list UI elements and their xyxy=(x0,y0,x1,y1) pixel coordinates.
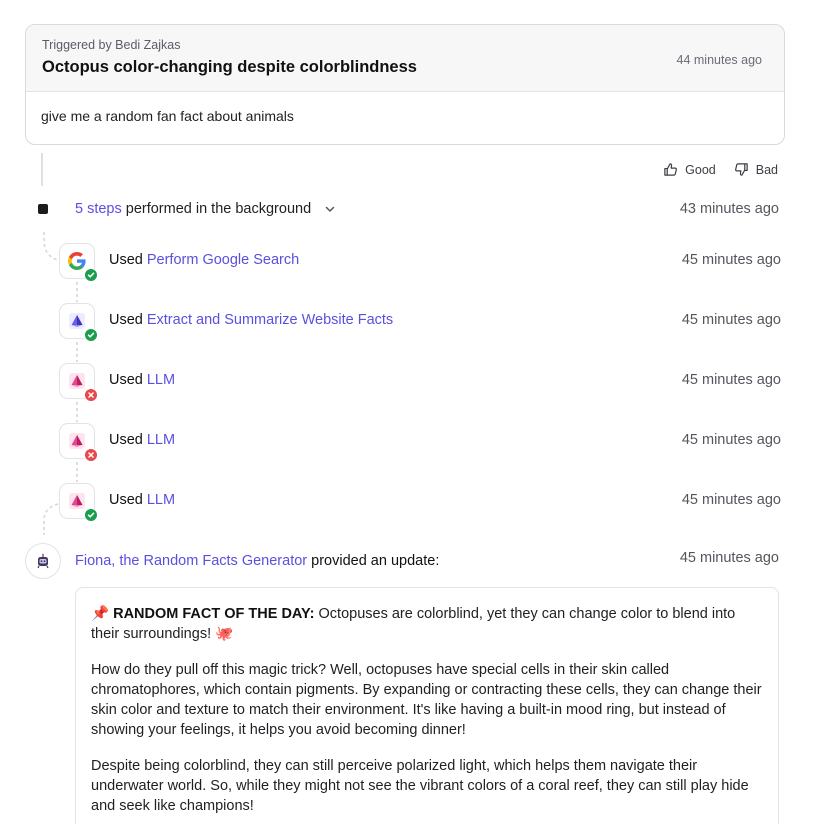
agent-name-link[interactable]: Fiona, the Random Facts Generator xyxy=(75,553,308,569)
task-time: 44 minutes ago xyxy=(676,53,762,67)
timeline-connector xyxy=(41,153,43,186)
step-tool-link[interactable]: LLM xyxy=(146,492,176,508)
step-item[interactable] xyxy=(0,303,824,343)
message-heading: RANDOM FACT OF THE DAY: xyxy=(113,606,315,622)
prism-icon xyxy=(68,312,86,330)
steps-summary xyxy=(0,199,824,221)
step-icon xyxy=(59,303,95,339)
success-status-icon xyxy=(84,268,98,282)
step-text xyxy=(109,312,393,328)
timeline-marker xyxy=(38,204,48,214)
step-icon xyxy=(59,363,95,399)
agent-message xyxy=(75,587,779,824)
task-title: Octopus color-changing despite colorblindness xyxy=(42,58,417,76)
task-card xyxy=(25,24,785,145)
task-card-header xyxy=(26,25,784,92)
step-time: 45 minutes ago xyxy=(681,372,781,388)
triggered-by: Triggered by Bedi Zajkas xyxy=(42,38,181,52)
agent-update xyxy=(0,543,824,583)
message-paragraph: Despite being colorblind, they can still perceive polarized light, which helps them navigate their underwater world. So, while they might not see the vibrant colors of a coral reef, they can still play hide and seek like champions! xyxy=(91,758,749,814)
step-item[interactable] xyxy=(0,243,824,283)
feedback-bar xyxy=(663,162,778,177)
task-prompt: give me a random fan fact about animals xyxy=(41,108,294,124)
step-time: 45 minutes ago xyxy=(681,432,781,448)
bad-button[interactable] xyxy=(734,162,778,177)
step-prefix: Used xyxy=(109,492,143,508)
message-paragraph: How do they pull off this magic trick? Well, octopuses have special cells in their skin called chromatophores, which contain pigments. By expanding or contracting these cells, they can change their skin color and texture to match their environment. It's like having a built-in mood ring, but instead of showing your feelings, it helps you avoid becoming dinner! xyxy=(91,662,762,738)
chevron-down-icon xyxy=(323,202,337,216)
step-prefix: Used xyxy=(109,252,143,268)
message-text: Octopuses are colorblind, yet they can change color to blend into their surroundings! 🐙 xyxy=(91,606,736,642)
step-icon xyxy=(59,423,95,459)
good-button[interactable] xyxy=(663,162,716,177)
step-item[interactable] xyxy=(0,423,824,463)
success-status-icon xyxy=(84,328,98,342)
step-text xyxy=(109,492,175,508)
message-paragraph xyxy=(91,604,763,644)
steps-toggle[interactable] xyxy=(75,201,337,217)
agent-update-text xyxy=(75,553,439,569)
step-prefix: Used xyxy=(109,432,143,448)
llm-icon xyxy=(68,372,86,390)
steps-summary-text: performed in the background xyxy=(125,201,312,217)
step-tool-link[interactable]: Perform Google Search xyxy=(146,252,300,268)
step-item[interactable] xyxy=(0,363,824,403)
step-text xyxy=(109,432,175,448)
google-icon xyxy=(68,252,86,270)
step-text xyxy=(109,372,175,388)
step-tool-link[interactable]: LLM xyxy=(146,432,176,448)
step-tool-link[interactable]: LLM xyxy=(146,372,176,388)
step-prefix: Used xyxy=(109,312,143,328)
error-status-icon xyxy=(84,388,98,402)
thumbs-up-icon xyxy=(663,162,678,177)
bad-label: Bad xyxy=(755,162,778,177)
step-time: 45 minutes ago xyxy=(681,312,781,328)
llm-icon xyxy=(68,492,86,510)
agent-update-time: 45 minutes ago xyxy=(679,550,779,566)
step-item[interactable] xyxy=(0,483,824,523)
llm-icon xyxy=(68,432,86,450)
good-label: Good xyxy=(685,162,716,177)
step-icon xyxy=(59,483,95,519)
agent-action: provided an update: xyxy=(311,553,440,569)
step-time: 45 minutes ago xyxy=(681,492,781,508)
steps-count-link[interactable]: 5 steps xyxy=(75,201,122,217)
step-text xyxy=(109,252,299,268)
success-status-icon xyxy=(84,508,98,522)
step-tool-link[interactable]: Extract and Summarize Website Facts xyxy=(146,312,394,328)
error-status-icon xyxy=(84,448,98,462)
robot-avatar-icon xyxy=(35,553,51,569)
step-prefix: Used xyxy=(109,372,143,388)
agent-avatar[interactable] xyxy=(25,543,61,579)
thumbs-down-icon xyxy=(734,162,749,177)
pin-emoji: 📌 xyxy=(91,606,110,622)
steps-summary-time: 43 minutes ago xyxy=(679,201,779,217)
step-icon xyxy=(59,243,95,279)
step-time: 45 minutes ago xyxy=(681,252,781,268)
